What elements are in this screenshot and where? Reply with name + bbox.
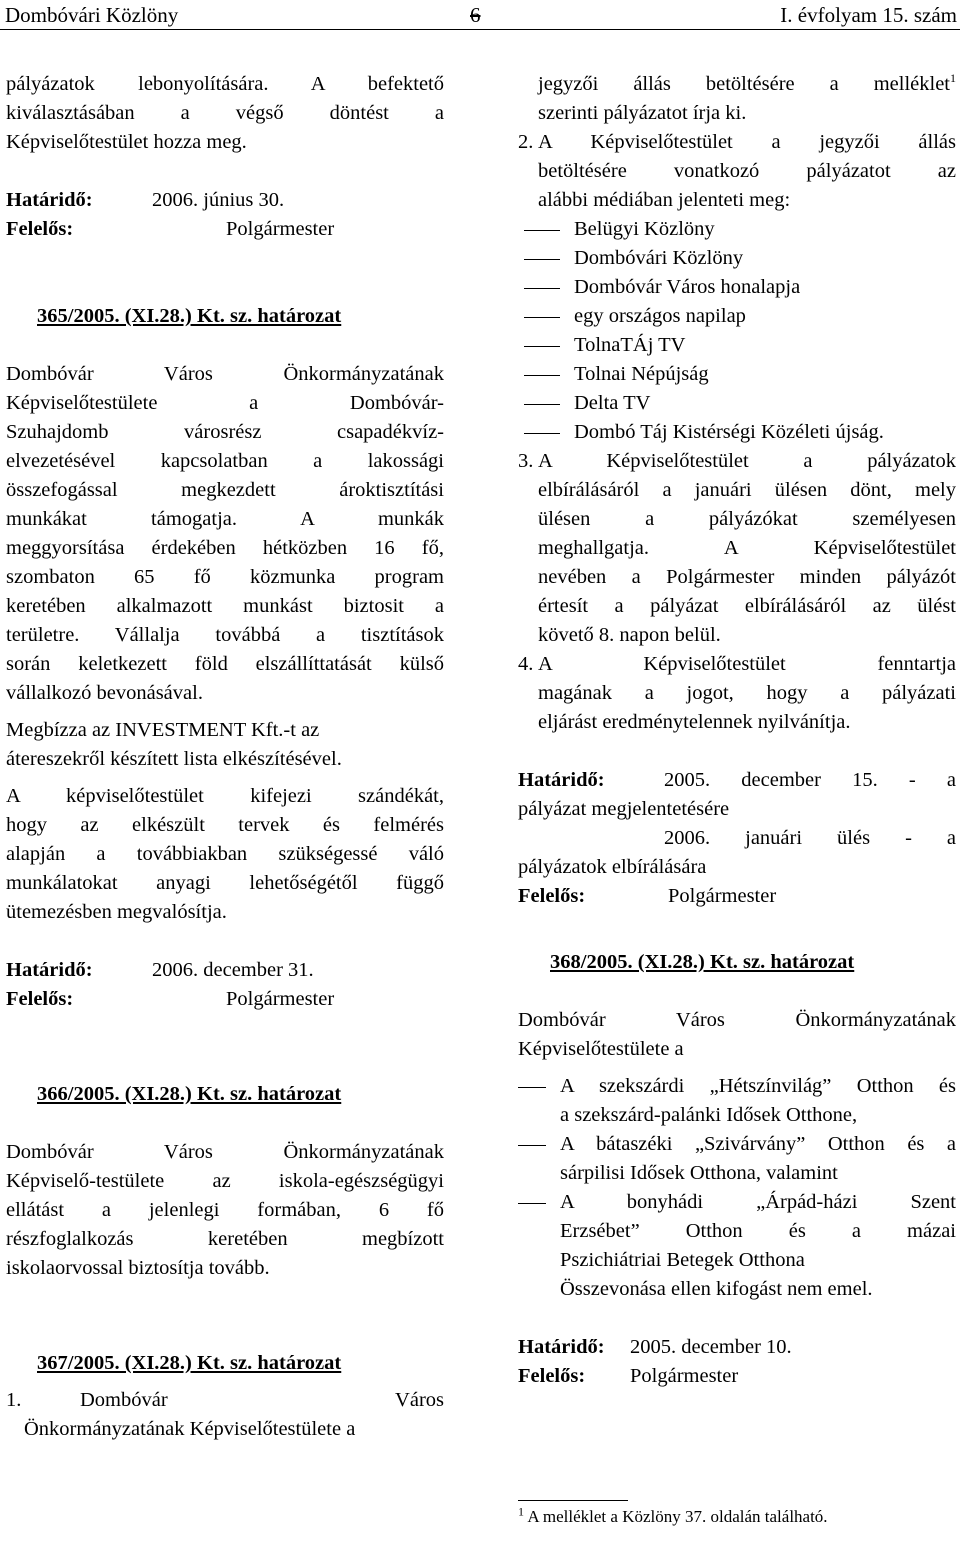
numbered-item xyxy=(518,128,956,447)
text-line: sárpilisi Idősek Otthona, valamint xyxy=(560,1162,838,1184)
resolution-title: 367/2005. (XI.28.) Kt. sz. határozat xyxy=(37,1352,342,1374)
responsible-row xyxy=(518,1362,956,1391)
text-line: ülésen a pályázókat személyesen xyxy=(538,508,956,530)
text-line: ütemezésben megvalósítja. xyxy=(6,901,227,923)
text-line: Pszichiátriai Betegek Otthona xyxy=(560,1249,805,1271)
text-line: A Képviselőtestület a jegyzői állás xyxy=(538,131,956,153)
text-line: szerinti pályázatot írja ki. xyxy=(538,102,747,124)
deadline-label: Határidő: xyxy=(518,1336,605,1358)
text-line: Dombóvár Város xyxy=(80,1389,444,1411)
responsible-value: Polgármester xyxy=(226,988,335,1010)
deadline-value: 2005. december 15. - a xyxy=(664,769,956,791)
deadline-value: 2006. június 30. xyxy=(152,189,285,211)
text-line: betöltésére vonatkozó pályázatot az xyxy=(538,160,956,182)
text-line: során keletkezett föld elszállíttatását külső xyxy=(6,653,444,675)
institution-list xyxy=(518,1072,956,1275)
text-line: magának a jogot, hogy a pályázati xyxy=(538,682,956,704)
resolution-title: 365/2005. (XI.28.) Kt. sz. határozat xyxy=(37,305,342,327)
text-line: követő 8. napon belül. xyxy=(538,624,721,646)
text-line: átereszekről készített lista elkészítésével. xyxy=(6,748,342,770)
text-line: területre. Vállalja továbbá a tisztítások xyxy=(6,624,444,646)
text-line: összefogással megkezdett ároktisztítási xyxy=(6,479,444,501)
text-line: Képviselőtestülete a Dombóvár- xyxy=(6,392,444,414)
numbered-item xyxy=(518,447,956,650)
responsible-label: Felelős: xyxy=(518,1365,586,1387)
footnote-ref: 1 xyxy=(950,71,956,86)
text-line: A bátaszéki „Szivárvány” Otthon és a xyxy=(560,1133,956,1155)
responsible-label: Felelős: xyxy=(6,218,74,240)
text-line: Képviselőtestület hozza meg. xyxy=(6,131,247,153)
text-line: meggyorsítása érdekében hétközben 16 fő, xyxy=(6,537,444,559)
text-line: 2006. januári ülés - a xyxy=(664,827,956,849)
deadline-row xyxy=(6,186,444,215)
responsible-row xyxy=(6,215,444,244)
resolution-title: 368/2005. (XI.28.) Kt. sz. határozat xyxy=(550,951,855,973)
text-line: Dombóvár Város Önkormányzatának xyxy=(518,1009,956,1031)
media-item: Dombó Táj Kistérségi Közéleti újság. xyxy=(518,418,956,447)
text-line: Képviselőtestülete a xyxy=(518,1038,684,1060)
text-line: A Képviselőtestület a pályázatok xyxy=(538,450,956,472)
page-header xyxy=(0,0,960,30)
page-number: 6 xyxy=(470,3,481,27)
text-line: alábbi médiában jelenteti meg: xyxy=(538,189,791,211)
footnote-divider xyxy=(518,1500,628,1501)
deadline-row xyxy=(518,766,956,795)
text-line: elbírálásáról a januári ülésen dönt, mely xyxy=(538,479,956,501)
institution-item xyxy=(518,1130,956,1188)
text-line: Erzsébet” Otthon és a mázai xyxy=(560,1220,956,1242)
issue-label: I. évfolyam 15. szám xyxy=(780,3,957,27)
item-number: 4. xyxy=(518,653,534,675)
media-item: Dombóvári Közlöny xyxy=(518,244,956,273)
deadline-value: 2005. december 10. xyxy=(630,1336,792,1358)
media-item: Belügyi Közlöny xyxy=(518,215,956,244)
text-line: Megbízza az INVESTMENT Kft.-t az xyxy=(6,719,320,741)
text-line: eljárást eredménytelennek nyilvánítja. xyxy=(538,711,851,733)
media-item: TolnaTÁj TV xyxy=(518,331,956,360)
text-line: pályázat megjelentetésére xyxy=(518,798,730,820)
deadline-row xyxy=(518,1333,956,1362)
text-line: pályázatok elbírálására xyxy=(518,856,707,878)
numbered-item xyxy=(6,1386,444,1415)
text-line: pályázatok lebonyolítására. A befektető xyxy=(6,73,444,95)
institution-item xyxy=(518,1188,956,1275)
deadline-label: Határidő: xyxy=(6,189,93,211)
text-line: szombaton 65 fő közmunka program xyxy=(6,566,444,588)
numbered-item xyxy=(518,650,956,737)
responsible-label: Felelős: xyxy=(518,885,586,907)
right-column xyxy=(518,70,956,1391)
text-line: Önkormányzatának Képviselőtestülete a xyxy=(24,1418,356,1440)
text-line: iskolaorvossal biztosítja tovább. xyxy=(6,1257,270,1279)
text-line: Összevonása ellen kifogást nem emel. xyxy=(560,1278,873,1300)
deadline-label: Határidő: xyxy=(6,959,93,981)
text-line: elvezetésével kapcsolatban a lakossági xyxy=(6,450,444,472)
text-line: jegyzői állás betöltésére a melléklet$^1$ xyxy=(538,71,956,95)
text-line: a szekszárd-palánki Idősek Otthone, xyxy=(560,1104,858,1126)
text-line: Dombóvár Város Önkormányzatának xyxy=(6,1141,444,1163)
responsible-label: Felelős: xyxy=(6,988,74,1010)
resolution-body xyxy=(6,360,444,927)
text-line: A Képviselőtestület fenntartja xyxy=(538,653,956,675)
text-line: munkálatokat anyagi lehetőségétől függő xyxy=(6,872,444,894)
media-item: egy országos napilap xyxy=(518,302,956,331)
text-line: vállalkozó bevonásával. xyxy=(6,682,203,704)
footnote-number: 1 xyxy=(518,1504,524,1519)
text-line: értesít a pályázat elbírálásáról az ülést xyxy=(538,595,956,617)
footnote-text: A melléklet a Közlöny 37. oldalán található. xyxy=(527,1507,828,1526)
text-line: részfoglalkozás keretében megbízott xyxy=(6,1228,444,1250)
media-list xyxy=(518,215,956,447)
text-line: Képviselő-testülete az iskola-egészségügyi xyxy=(6,1170,444,1192)
text-line: meghallgatja. A Képviselőtestület xyxy=(538,537,956,559)
text-line: A bonyhádi „Árpád-házi Szent xyxy=(560,1191,956,1213)
publication-title: Dombóvári Közlöny xyxy=(5,3,179,27)
text-line: Dombóvár Város Önkormányzatának xyxy=(6,363,444,385)
text-line: keretében alkalmazott munkást biztosit a xyxy=(6,595,444,617)
text-line: nevében a Polgármester minden pályázót xyxy=(538,566,956,588)
text-line: A képviselőtestület kifejezi szándékát, xyxy=(6,785,444,807)
numbered-item-continued xyxy=(518,70,956,128)
responsible-value: Polgármester xyxy=(630,1365,739,1387)
item-number: 3. xyxy=(518,450,534,472)
responsible-row xyxy=(518,882,956,911)
responsible-value: Polgármester xyxy=(226,218,335,240)
text-line: munkákat támogatja. A munkák xyxy=(6,508,444,530)
responsible-value: Polgármester xyxy=(668,885,777,907)
left-column xyxy=(6,70,444,1444)
item-number: 1. xyxy=(6,1389,22,1411)
text-line: alapján a továbbiakban szükségessé váló xyxy=(6,843,444,865)
institution-item xyxy=(518,1072,956,1130)
media-item: Delta TV xyxy=(518,389,956,418)
resolution-title: 366/2005. (XI.28.) Kt. sz. határozat xyxy=(37,1083,342,1105)
text-line: ellátást a jelenlegi formában, 6 fő xyxy=(6,1199,444,1221)
media-item: Tolnai Népújság xyxy=(518,360,956,389)
item-number: 2. xyxy=(518,131,534,153)
deadline-label: Határidő: xyxy=(518,769,605,791)
footnote xyxy=(518,1506,828,1528)
resolution-body xyxy=(6,1138,444,1283)
text-line: A szekszárdi „Hétszínvilág” Otthon és xyxy=(560,1075,956,1097)
media-item: Dombóvár Város honalapja xyxy=(518,273,956,302)
text-line: kiválasztásában a végső döntést a xyxy=(6,102,444,124)
text-line: hogy az elkészült tervek és felmérés xyxy=(6,814,444,836)
text-line: Szuhajdomb városrész csapadékvíz- xyxy=(6,421,444,443)
deadline-value: 2006. december 31. xyxy=(152,959,314,981)
responsible-row xyxy=(6,985,444,1014)
deadline-row xyxy=(6,956,444,985)
